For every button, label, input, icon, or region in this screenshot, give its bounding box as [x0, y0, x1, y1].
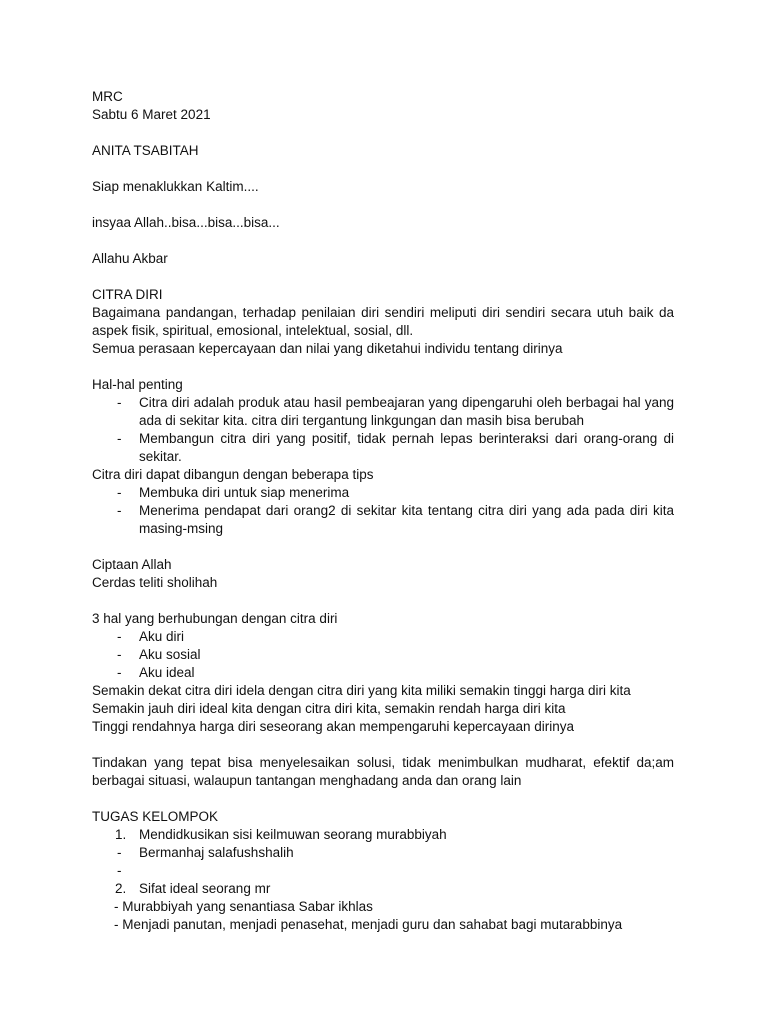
- number-marker: 1.: [115, 827, 127, 842]
- numbered-item-text: Sifat ideal seorang mr: [139, 881, 271, 896]
- list-item-text: Aku diri: [139, 629, 185, 644]
- list-item: [92, 430, 674, 466]
- list-item: [92, 502, 674, 538]
- doc-line-ciptaan: Ciptaan Allah: [92, 557, 172, 572]
- dash-marker: -: [117, 503, 122, 518]
- numbered-item-1: [92, 826, 674, 844]
- dash-marker: -: [117, 665, 122, 680]
- doc-line-cerdas: Cerdas teliti sholihah: [92, 575, 218, 590]
- list-item-empty: [92, 862, 674, 880]
- list-item: [92, 394, 674, 430]
- doc-line-akbar: Allahu Akbar: [92, 251, 168, 266]
- list-item-text: Aku sosial: [139, 647, 201, 662]
- dash-marker: -: [117, 485, 122, 500]
- list-item-text: Citra diri adalah produk atau hasil pembeajaran yang dipengaruhi oleh berbagai hal yang ada di sekitar kita. citra diri tergantung linkgungan dan masih bisa berubah: [139, 395, 674, 428]
- list-item-text: Menerima pendapat dari orang2 di sekitar kita tentang citra diri yang ada pada diri kita masing-msing: [139, 503, 674, 536]
- citra-paragraph-2: Semua perasaan kepercayaan dan nilai yang diketahui individu tentang dirinya: [92, 341, 563, 356]
- section-title-citra: CITRA DIRI: [92, 287, 163, 302]
- dash-marker: -: [117, 863, 122, 878]
- list-item: [92, 664, 674, 682]
- dash-marker: -: [117, 395, 122, 410]
- dash-marker: -: [117, 845, 122, 860]
- dash-marker: -: [117, 647, 122, 662]
- section-title-tiga: 3 hal yang berhubungan dengan citra diri: [92, 611, 338, 626]
- doc-line-tinggi: Tinggi rendahnya harga diri seseorang akan mempengaruhi kepercayaan dirinya: [92, 719, 575, 734]
- section-title-hal: Hal-hal penting: [92, 377, 183, 392]
- dash-marker: -: [117, 629, 122, 644]
- numbered-item-2: [92, 880, 674, 898]
- sub-item-sabar: - Murabbiyah yang senantiasa Sabar ikhlas: [114, 899, 373, 914]
- list-item-text: Membuka diri untuk siap menerima: [139, 485, 350, 500]
- section-title-tips: Citra diri dapat dibangun dengan beberapa tips: [92, 467, 374, 482]
- doc-date: Sabtu 6 Maret 2021: [92, 107, 211, 122]
- doc-author: ANITA TSABITAH: [92, 143, 199, 158]
- citra-paragraph-1: Bagaimana pandangan, terhadap penilaian diri sendiri meliputi diri sendiri secara utuh baik da aspek fisik, spiritual, emosional, intelektual, sosial, dll.: [92, 305, 674, 338]
- dash-marker: -: [117, 431, 122, 446]
- doc-paragraph-tindakan: Tindakan yang tepat bisa menyelesaikan solusi, tidak menimbulkan mudharat, efektif da;am berbagai situasi, walaupun tantangan menghadang anda dan orang lain: [92, 755, 674, 788]
- sub-item-panutan: - Menjadi panutan, menjadi penasehat, menjadi guru dan sahabat bagi mutarabbinya: [114, 917, 623, 932]
- doc-line-semakin-1: Semakin dekat citra diri idela dengan citra diri yang kita miliki semakin tinggi harga diri kita: [92, 683, 631, 698]
- list-item-text: Bermanhaj salafushshalih: [139, 845, 294, 860]
- numbered-item-text: Mendidkusikan sisi keilmuwan seorang murabbiyah: [139, 827, 447, 842]
- doc-line-insyaa: insyaa Allah..bisa...bisa...bisa...: [92, 215, 280, 230]
- list-item: [92, 646, 674, 664]
- list-item: [92, 628, 674, 646]
- number-marker: 2.: [115, 881, 127, 896]
- doc-line-semakin-2: Semakin jauh diri ideal kita dengan citra diri kita, semakin rendah harga diri kita: [92, 701, 566, 716]
- list-item: [92, 844, 674, 862]
- section-title-tugas: TUGAS KELOMPOK: [92, 809, 219, 824]
- list-item-text: Aku ideal: [139, 665, 195, 680]
- doc-line-kaltim: Siap menaklukkan Kaltim....: [92, 179, 259, 194]
- list-item: [92, 484, 674, 502]
- list-item-text: Membangun citra diri yang positif, tidak pernah lepas berinteraksi dari orang-orang di sekitar.: [139, 431, 674, 464]
- doc-header-mrc: MRC: [92, 89, 123, 104]
